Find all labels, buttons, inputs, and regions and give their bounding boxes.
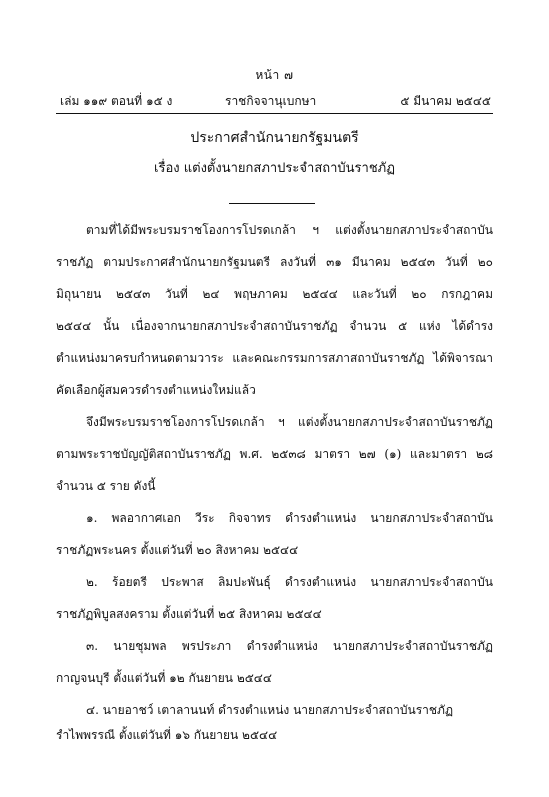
paragraph1-line: ตำแหน่งมาครบกำหนดตามวาระ และคณะกรรมการสภาสถาบันราชภัฏ ได้พิจารณา <box>56 351 493 365</box>
appointment-1-line1: ๑. พลอากาศเอก วีระ กิจจาทร ดำรงตำแหน่ง นายกสภาประจำสถาบัน <box>86 511 493 525</box>
announcement-body <box>56 218 493 743</box>
gazette-header <box>60 92 491 110</box>
publication-name: ราชกิจจานุเบกษา <box>225 94 317 108</box>
page-number: หน้า ๗ <box>255 68 294 82</box>
title-divider <box>229 203 315 204</box>
announcement-title: ประกาศสำนักนายกรัฐมนตรี <box>190 130 359 146</box>
announcement-subject: เรื่อง แต่งตั้งนายกสภาประจำสถาบันราชภัฏ <box>154 161 395 176</box>
publication-date: ๕ มีนาคม ๒๕๔๕ <box>400 94 491 108</box>
paragraph1-line: มิถุนายน ๒๕๔๓ วันที่ ๒๔ พฤษภาคม ๒๕๔๔ และวันที่ ๒๐ กรกฎาคม <box>56 287 493 301</box>
paragraph1-line: ราชภัฏ ตามประกาศสำนักนายกรัฐมนตรี ลงวันที่ ๓๑ มีนาคม ๒๕๔๓ วันที่ ๒๐ <box>56 255 493 269</box>
volume-issue: เล่ม ๑๑๙ ตอนที่ ๑๕ ง <box>60 94 173 108</box>
paragraph1-line: คัดเลือกผู้สมควรดำรงตำแหน่งใหม่แล้ว <box>56 383 256 397</box>
paragraph2-line: ตามพระราชบัญญัติสถาบันราชภัฏ พ.ศ. ๒๕๓๘ มาตรา ๒๗ (๑) และมาตรา ๒๘ <box>56 447 493 461</box>
appointment-4-line2: รำไพพรรณี ตั้งแต่วันที่ ๑๖ กันยายน ๒๕๔๔ <box>56 728 278 742</box>
appointment-2-line2: ราชภัฏพิบูลสงคราม ตั้งแต่วันที่ ๒๕ สิงหาคม ๒๕๔๔ <box>56 607 322 621</box>
appointment-3-line2: กาญจนบุรี ตั้งแต่วันที่ ๑๒ กันยายน ๒๕๔๔ <box>56 671 272 685</box>
header-divider <box>56 113 493 114</box>
paragraph1-line: ๒๕๔๔ นั้น เนื่องจากนายกสภาประจำสถาบันราชภัฏ จำนวน ๕ แห่ง ได้ดำรง <box>56 319 493 333</box>
appointment-1-line2: ราชภัฏพระนคร ตั้งแต่วันที่ ๒๐ สิงหาคม ๒๕๔๔ <box>56 543 299 557</box>
appointment-3-line1: ๓. นายชุมพล พรประภา ดำรงตำแหน่ง นายกสภาประจำสถาบันราชภัฏ <box>86 639 493 653</box>
paragraph2-line: จึงมีพระบรมราชโองการโปรดเกล้า ฯ แต่งตั้งนายกสภาประจำสถาบันราชภัฏ <box>86 415 493 429</box>
appointment-4-line1: ๔. นายอาชว์ เตาลานนท์ ดำรงตำแหน่ง นายกสภาประจำสถาบันราชภัฏ <box>86 703 454 717</box>
paragraph1-line: ตามที่ได้มีพระบรมราชโองการโปรดเกล้า ฯ แต่งตั้งนายกสภาประจำสถาบัน <box>86 223 493 237</box>
paragraph2-line: จำนวน ๕ ราย ดังนี้ <box>56 479 156 493</box>
appointment-2-line1: ๒. ร้อยตรี ประพาส ลิมปะพันธุ์ ดำรงตำแหน่ง นายกสภาประจำสถาบัน <box>86 575 493 589</box>
